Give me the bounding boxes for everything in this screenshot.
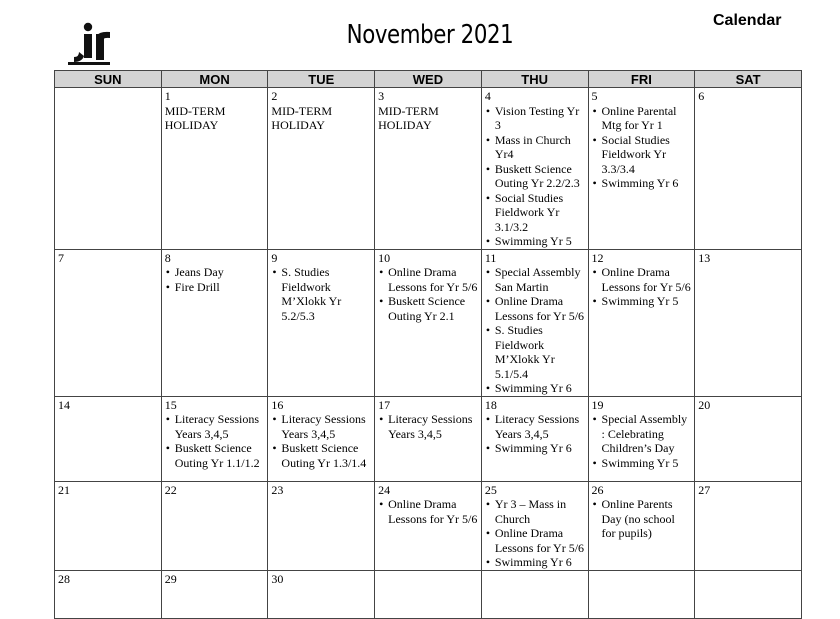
day-number: 16 bbox=[271, 397, 284, 412]
event-item: • Jeans Day bbox=[165, 265, 265, 280]
day-cell bbox=[375, 570, 482, 618]
day-cell bbox=[161, 481, 268, 570]
event-item: • Swimming Yr 5 bbox=[592, 456, 692, 471]
event-item: • Swimming Yr 6 bbox=[485, 381, 585, 396]
event-list bbox=[165, 412, 265, 470]
day-cell bbox=[268, 249, 375, 396]
event-list bbox=[165, 265, 265, 294]
weekday-sun: SUN bbox=[55, 71, 162, 88]
event-list bbox=[592, 104, 692, 191]
event-item: • S. Studies Fieldwork M’Xlokk Yr 5.1/5.4 bbox=[485, 323, 585, 381]
week-row bbox=[55, 396, 802, 481]
day-cell bbox=[55, 396, 162, 481]
weekday-header-row bbox=[55, 71, 802, 88]
day-cell bbox=[55, 570, 162, 618]
holiday-label: MID-TERM HOLIDAY bbox=[378, 103, 439, 132]
day-number: 30 bbox=[271, 571, 284, 586]
day-number: 7 bbox=[58, 250, 64, 265]
day-cell bbox=[375, 396, 482, 481]
event-item: • Yr 3 – Mass in Church bbox=[485, 497, 585, 526]
day-cell bbox=[481, 249, 588, 396]
day-cell bbox=[375, 88, 482, 250]
day-number: 4 bbox=[484, 89, 491, 103]
holiday-label: MID-TERM HOLIDAY bbox=[271, 103, 333, 132]
event-item: • S. Studies Fieldwork M’Xlokk Yr 5.2/5.3 bbox=[271, 265, 371, 323]
day-cell bbox=[588, 570, 695, 618]
event-list bbox=[485, 497, 585, 570]
day-number: 11 bbox=[484, 250, 497, 265]
day-cell bbox=[695, 481, 802, 570]
day-number: 24 bbox=[378, 482, 391, 497]
event-item: • Special Assembly : Celebrating Children’s Day bbox=[592, 412, 692, 456]
week-row bbox=[55, 481, 802, 570]
event-list bbox=[271, 412, 371, 470]
event-item: • Literacy Sessions Years 3,4,5 bbox=[271, 412, 371, 441]
event-item: • Online Drama Lessons for Yr 5/6 bbox=[378, 497, 478, 526]
event-item: • Literacy Sessions Years 3,4,5 bbox=[485, 412, 585, 441]
day-number: 27 bbox=[698, 482, 711, 497]
day-cell bbox=[481, 88, 588, 250]
day-cell bbox=[268, 570, 375, 618]
event-list bbox=[378, 265, 478, 323]
event-item: • Buskett Science Outing Yr 2.2/2.3 bbox=[485, 162, 585, 191]
day-number: 28 bbox=[58, 571, 70, 586]
day-cell bbox=[268, 88, 375, 250]
day-number: 13 bbox=[698, 250, 711, 265]
month-title: November 2021 bbox=[346, 20, 514, 50]
event-list bbox=[592, 412, 692, 470]
school-logo bbox=[66, 22, 116, 66]
day-cell bbox=[695, 88, 802, 250]
day-cell bbox=[695, 249, 802, 396]
event-list bbox=[592, 497, 692, 541]
day-number: 23 bbox=[271, 482, 284, 497]
event-list bbox=[378, 412, 478, 441]
day-number: 25 bbox=[484, 482, 497, 497]
event-list bbox=[592, 265, 692, 309]
event-item: • Literacy Sessions Years 3,4,5 bbox=[165, 412, 265, 441]
day-cell bbox=[588, 249, 695, 396]
week-row bbox=[55, 88, 802, 250]
day-number: 19 bbox=[591, 397, 604, 412]
day-number: 10 bbox=[378, 250, 391, 265]
day-number: 8 bbox=[164, 250, 171, 265]
weekday-thu: THU bbox=[481, 71, 588, 88]
day-number: 22 bbox=[164, 482, 177, 497]
day-number: 26 bbox=[591, 482, 604, 497]
event-item: • Swimming Yr 5 bbox=[592, 294, 692, 309]
day-number: 9 bbox=[271, 250, 278, 265]
day-cell bbox=[55, 481, 162, 570]
day-cell bbox=[481, 570, 588, 618]
event-item: • Mass in Church Yr4 bbox=[485, 133, 585, 162]
event-list bbox=[271, 265, 371, 323]
event-item: • Swimming Yr 6 bbox=[592, 176, 692, 191]
day-cell bbox=[161, 396, 268, 481]
event-list bbox=[485, 104, 585, 249]
day-number: 1 bbox=[164, 89, 171, 103]
day-number: 2 bbox=[271, 89, 278, 103]
day-number: 5 bbox=[591, 89, 598, 103]
day-cell bbox=[55, 249, 162, 396]
event-item: • Literacy Sessions Years 3,4,5 bbox=[378, 412, 478, 441]
day-cell bbox=[55, 88, 162, 250]
day-cell bbox=[481, 396, 588, 481]
event-item: • Online Parental Mtg for Yr 1 bbox=[592, 104, 692, 133]
event-list bbox=[378, 497, 478, 526]
day-cell bbox=[481, 481, 588, 570]
weekday-sat: SAT bbox=[695, 71, 802, 88]
day-cell bbox=[268, 396, 375, 481]
day-cell bbox=[588, 481, 695, 570]
day-cell bbox=[161, 249, 268, 396]
day-number: 29 bbox=[164, 571, 177, 586]
week-row bbox=[55, 249, 802, 396]
event-item: • Online Drama Lessons for Yr 5/6 bbox=[592, 265, 692, 294]
day-cell bbox=[695, 570, 802, 618]
event-item: • Buskett Science Outing Yr 2.1 bbox=[378, 294, 478, 323]
event-item: • Buskett Science Outing Yr 1.1/1.2 bbox=[165, 441, 265, 470]
day-cell bbox=[588, 396, 695, 481]
event-item: • Swimming Yr 5 bbox=[485, 234, 585, 249]
day-cell bbox=[375, 249, 482, 396]
day-number: 3 bbox=[378, 89, 385, 103]
day-cell bbox=[588, 88, 695, 250]
event-list bbox=[485, 265, 585, 396]
event-item: • Fire Drill bbox=[165, 280, 265, 295]
event-item: • Swimming Yr 6 bbox=[485, 441, 585, 456]
event-item: • Online Drama Lessons for Yr 5/6 bbox=[485, 294, 585, 323]
weekday-fri: FRI bbox=[588, 71, 695, 88]
day-cell bbox=[161, 88, 268, 250]
day-cell bbox=[268, 481, 375, 570]
event-item: • Social Studies Fieldwork Yr 3.1/3.2 bbox=[485, 191, 585, 235]
holiday-label: MID-TERM HOLIDAY bbox=[164, 103, 226, 132]
event-item: • Swimming Yr 6 bbox=[485, 555, 585, 570]
calendar-label: Calendar bbox=[713, 12, 782, 29]
day-cell bbox=[161, 570, 268, 618]
event-item: • Online Drama Lessons for Yr 5/6 bbox=[378, 265, 478, 294]
weekday-tue: TUE bbox=[268, 71, 375, 88]
event-item: • Vision Testing Yr 3 bbox=[485, 104, 585, 133]
event-item: • Online Parents Day (no school for pupils) bbox=[592, 497, 692, 541]
day-cell bbox=[375, 481, 482, 570]
day-number: 14 bbox=[58, 397, 70, 412]
day-cell bbox=[695, 396, 802, 481]
event-item: • Special Assembly San Martin bbox=[485, 265, 585, 294]
day-number: 17 bbox=[378, 397, 391, 412]
day-number: 15 bbox=[164, 397, 177, 412]
weekday-mon: MON bbox=[161, 71, 268, 88]
day-number: 6 bbox=[698, 89, 705, 103]
weekday-wed: WED bbox=[375, 71, 482, 88]
calendar-grid bbox=[54, 70, 802, 619]
day-number: 21 bbox=[58, 482, 70, 497]
week-row bbox=[55, 570, 802, 618]
event-item: • Online Drama Lessons for Yr 5/6 bbox=[485, 526, 585, 555]
event-item: • Buskett Science Outing Yr 1.3/1.4 bbox=[271, 441, 371, 470]
event-list bbox=[485, 412, 585, 456]
day-number: 20 bbox=[698, 397, 711, 412]
event-item: • Social Studies Fieldwork Yr 3.3/3.4 bbox=[592, 133, 692, 177]
day-number: 18 bbox=[484, 397, 497, 412]
day-number: 12 bbox=[591, 250, 604, 265]
